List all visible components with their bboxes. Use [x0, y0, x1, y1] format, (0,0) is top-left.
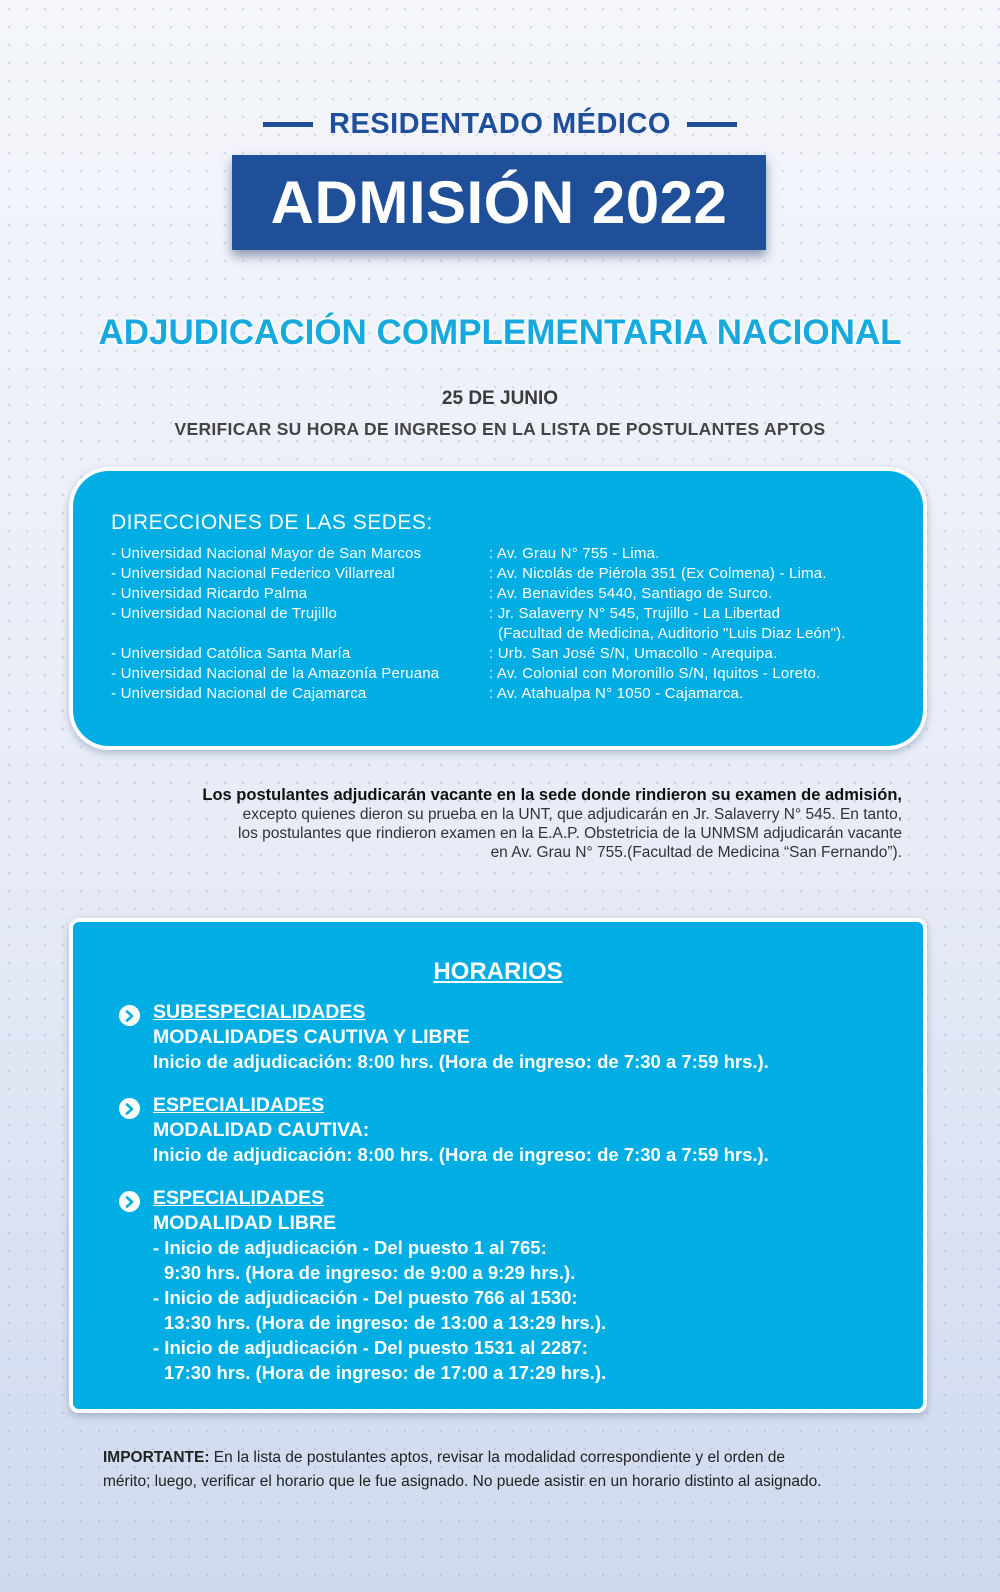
important-note — [103, 1446, 903, 1494]
schedule-line: - Inicio de adjudicación - Del puesto 1 al 765: — [153, 1237, 547, 1258]
chevron-right-icon — [119, 1005, 140, 1026]
sede-row — [111, 545, 660, 562]
note-line: los postulantes que rindieron examen en la E.A.P. Obstetricia de la UNMSM adjudicarán vacante — [238, 825, 902, 842]
sede-address: : Av. Atahualpa N° 1050 - Cajamarca. — [489, 685, 744, 702]
section-subtitle: MODALIDAD CAUTIVA: — [153, 1119, 370, 1141]
important-text: mérito; luego, verificar el horario que le fue asignado. No puede asistir en un horario distinto al asignado. — [103, 1473, 822, 1490]
schedule-line: 9:30 hrs. (Hora de ingreso: de 9:00 a 9:29 hrs.). — [164, 1262, 576, 1283]
schedule-line: - Inicio de adjudicación - Del puesto 766 al 1530: — [153, 1287, 578, 1308]
note-line: excepto quienes dieron su prueba en la UNT, que adjudicarán en Jr. Salaverry N° 545. En tanto, — [242, 806, 902, 823]
sede-row — [111, 625, 846, 642]
important-text: En la lista de postulantes aptos, revisar la modalidad correspondiente y el orden de — [209, 1449, 786, 1466]
important-label: IMPORTANTE: — [103, 1449, 210, 1466]
section-title: ESPECIALIDADES — [153, 1094, 325, 1116]
kicker-text: RESIDENTADO MÉDICO — [329, 108, 671, 140]
sede-row — [111, 565, 827, 582]
section-subtitle: MODALIDADES CAUTIVA Y LIBRE — [153, 1026, 470, 1048]
kicker-heading — [0, 108, 1000, 141]
sede-row — [111, 645, 777, 662]
sede-name: - Universidad Católica Santa María — [111, 645, 351, 662]
sede-address: (Facultad de Medicina, Auditorio "Luis Diaz León"). — [498, 625, 846, 642]
sede-name: - Universidad Nacional de Trujillo — [111, 605, 338, 622]
note-line: en Av. Grau N° 755.(Facultad de Medicina “San Fernando”). — [490, 844, 902, 861]
sedes-heading: DIRECCIONES DE LAS SEDES: — [111, 511, 433, 534]
sede-row — [111, 605, 780, 622]
subtitle: ADJUDICACIÓN COMPLEMENTARIA NACIONAL — [98, 313, 902, 352]
section-title: SUBESPECIALIDADES — [153, 1001, 366, 1023]
sede-row — [111, 665, 820, 682]
note-bold: Los postulantes adjudicarán vacante en la sede donde rindieron su examen de admisión, — [202, 786, 902, 804]
sede-name: - Universidad Nacional de la Amazonía Peruana — [111, 665, 440, 682]
sede-row — [111, 685, 743, 702]
chevron-right-icon — [119, 1191, 140, 1212]
sede-name: - Universidad Nacional Federico Villarreal — [111, 565, 396, 582]
sede-address: : Av. Benavides 5440, Santiago de Surco. — [489, 585, 773, 602]
sede-row — [111, 585, 772, 602]
schedule-line: 13:30 hrs. (Hora de ingreso: de 13:00 a 13:29 hrs.). — [164, 1312, 607, 1333]
schedule-line: Inicio de adjudicación: 8:00 hrs. (Hora de ingreso: de 7:30 a 7:59 hrs.). — [153, 1051, 769, 1072]
sede-address: : Av. Colonial con Moronillo S/N, Iquitos - Loreto. — [489, 665, 821, 682]
sede-note — [98, 786, 902, 862]
sede-address: : Av. Grau N° 755 - Lima. — [489, 545, 660, 562]
horarios-panel — [69, 918, 927, 1413]
kicker-line-left — [263, 122, 313, 127]
page-title: ADMISIÓN 2022 — [270, 169, 728, 236]
schedule-line: Inicio de adjudicación: 8:00 hrs. (Hora de ingreso: de 7:30 a 7:59 hrs.). — [153, 1144, 769, 1165]
sede-name: - Universidad Nacional Mayor de San Marcos — [111, 545, 422, 562]
sede-name: - Universidad Nacional de Cajamarca — [111, 685, 367, 702]
sede-address: : Urb. San José S/N, Umacollo - Arequipa. — [489, 645, 778, 662]
schedule-line: 17:30 hrs. (Hora de ingreso: de 17:00 a 17:29 hrs.). — [164, 1362, 607, 1383]
section-title: ESPECIALIDADES — [153, 1187, 325, 1209]
sede-name: - Universidad Ricardo Palma — [111, 585, 308, 602]
title-banner — [232, 155, 766, 250]
section-subtitle: MODALIDAD LIBRE — [153, 1212, 337, 1234]
kicker-line-right — [687, 122, 737, 127]
instruction-text: VERIFICAR SU HORA DE INGRESO EN LA LISTA DE POSTULANTES APTOS — [174, 419, 826, 439]
schedule-line: - Inicio de adjudicación - Del puesto 1531 al 2287: — [153, 1337, 588, 1358]
horarios-title: HORARIOS — [433, 958, 563, 985]
sede-address: : Jr. Salaverry N° 545, Trujillo - La Libertad — [489, 605, 781, 622]
chevron-right-icon — [119, 1098, 140, 1119]
sedes-panel — [69, 467, 927, 750]
event-date: 25 DE JUNIO — [441, 388, 559, 409]
sede-address: : Av. Nicolás de Piérola 351 (Ex Colmena) - Lima. — [489, 565, 827, 582]
